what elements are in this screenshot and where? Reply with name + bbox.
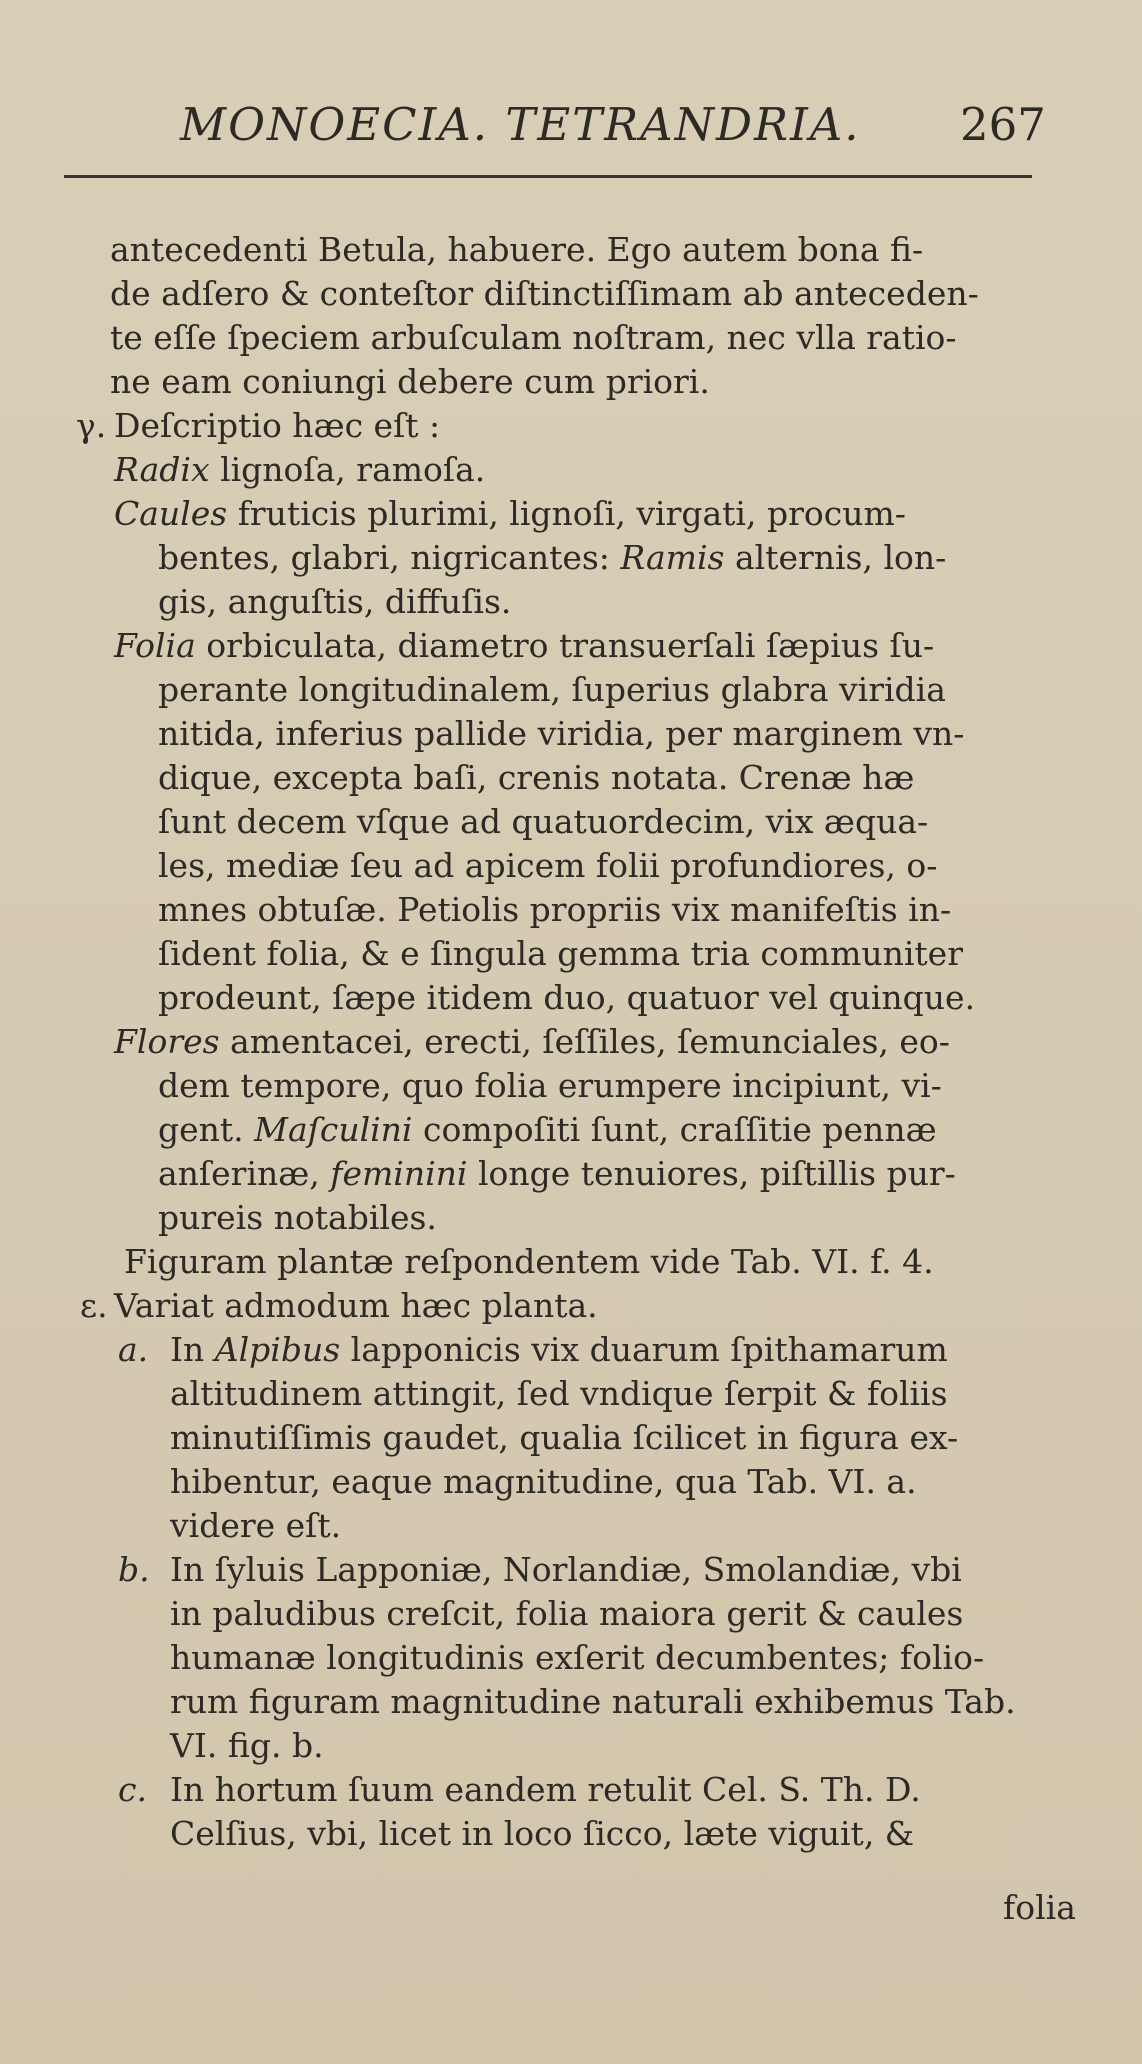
text-line: Variat admodum hæc planta. (114, 1286, 598, 1325)
section-marker: γ. (76, 406, 107, 445)
text-line (158, 538, 946, 578)
text-line (170, 1330, 948, 1370)
text-line: VI. fig. b. (170, 1726, 324, 1765)
text-line: mnes obtuſæ. Petiolis propriis vix manifeſtis in- (158, 890, 952, 929)
text-run: compoſiti ſunt, craſſitie pennæ (412, 1110, 937, 1149)
text-run: lapponicis vix duarum ſpithamarum (340, 1330, 948, 1369)
text-line: altitudinem attingit, ſed vndique ſerpit & foliis (170, 1374, 948, 1413)
text-line: In ſyluis Lapponiæ, Norlandiæ, Smolandiæ, vbi (170, 1550, 962, 1589)
text-line (158, 1154, 956, 1194)
header-rule (64, 175, 1032, 182)
item-marker: b. (118, 1550, 150, 1589)
text-run: amentacei, erecti, ſeſſiles, ſemunciales, eo- (219, 1022, 950, 1061)
text-line: ſunt decem vſque ad quatuordecim, vix æqua- (158, 802, 929, 841)
text-line: ne eam coniungi debere cum priori. (110, 362, 710, 401)
text-line: Deſcriptio hæc eſt : (114, 406, 441, 445)
text-line: perante longitudinalem, ſuperius glabra viridia (158, 670, 946, 709)
page-number: 267 (960, 98, 1046, 151)
text-line: hibentur, eaque magnitudine, qua Tab. VI. a. (170, 1462, 917, 1501)
term: Maſculini (254, 1110, 413, 1149)
text-line (114, 450, 485, 490)
term: Radix (114, 450, 210, 489)
text-line: pureis notabiles. (158, 1198, 437, 1237)
text-line: videre eſt. (170, 1506, 342, 1545)
text-line: antecedenti Betula, habuere. Ego autem bona fi- (110, 230, 924, 269)
text-line: prodeunt, ſæpe itidem duo, quatuor vel quinque. (158, 978, 976, 1017)
text-run: longe tenuiores, piſtillis pur- (467, 1154, 956, 1193)
term: Alpibus (214, 1330, 341, 1369)
text-line: gis, anguſtis, diffuſis. (158, 582, 512, 621)
text-run: fruticis plurimi, lignoſi, virgati, procum- (227, 494, 906, 533)
text-line: rum figuram magnitudine naturali exhibemus Tab. (170, 1682, 1016, 1721)
text-line: Celſius, vbi, licet in loco ſicco, læte viguit, & (170, 1814, 915, 1853)
text-line: dique, excepta baſi, crenis notata. Crenæ hæ (158, 758, 915, 797)
term: Flores (114, 1022, 220, 1061)
text-run: bentes, glabri, nigricantes: (158, 538, 621, 577)
text-line: ſident folia, & e ſingula gemma tria communiter (158, 934, 963, 973)
text-line (114, 494, 906, 534)
text-run: lignoſa, ramoſa. (209, 450, 486, 489)
text-line: les, mediæ ſeu ad apicem folii profundiores, o- (158, 846, 938, 885)
item-marker: c. (118, 1770, 147, 1809)
text-line: minutiſſimis gaudet, qualia ſcilicet in figura ex- (170, 1418, 959, 1457)
term: Folia (114, 626, 196, 665)
text-line: Figuram plantæ reſpondentem vide Tab. VI. f. 4. (124, 1242, 934, 1281)
text-line: dem tempore, quo folia erumpere incipiunt, vi- (158, 1066, 942, 1105)
text-line: humanæ longitudinis exſerit decumbentes; folio- (170, 1638, 985, 1677)
term: Ramis (620, 538, 725, 577)
text-run: orbiculata, diametro transuerſali ſæpius ſu- (195, 626, 935, 665)
text-run: gent. (158, 1110, 255, 1149)
text-line (114, 626, 934, 666)
text-run: alternis, lon- (724, 538, 947, 577)
text-line: nitida, inferius pallide viridia, per marginem vn- (158, 714, 965, 753)
term: Caules (114, 494, 228, 533)
text-run: In (170, 1330, 215, 1369)
text-line (114, 1022, 950, 1062)
text-line: in paludibus creſcit, folia maiora gerit & caules (170, 1594, 964, 1633)
text-line: de adſero & conteſtor diſtinctiſſimam ab anteceden- (110, 274, 979, 313)
text-line: te eſſe ſpeciem arbuſculam noſtram, nec vlla ratio- (110, 318, 957, 357)
text-run: anſerinæ, (158, 1154, 331, 1193)
term: feminini (330, 1154, 468, 1193)
text-line (158, 1110, 937, 1150)
item-marker: a. (118, 1330, 149, 1369)
section-marker: ε. (80, 1286, 108, 1325)
catchword: folia (1003, 1888, 1076, 1927)
running-title: MONOECIA. TETRANDRIA. (180, 98, 861, 151)
text-line: In hortum ſuum eandem retulit Cel. S. Th. D. (170, 1770, 921, 1809)
page-header (0, 98, 1142, 158)
